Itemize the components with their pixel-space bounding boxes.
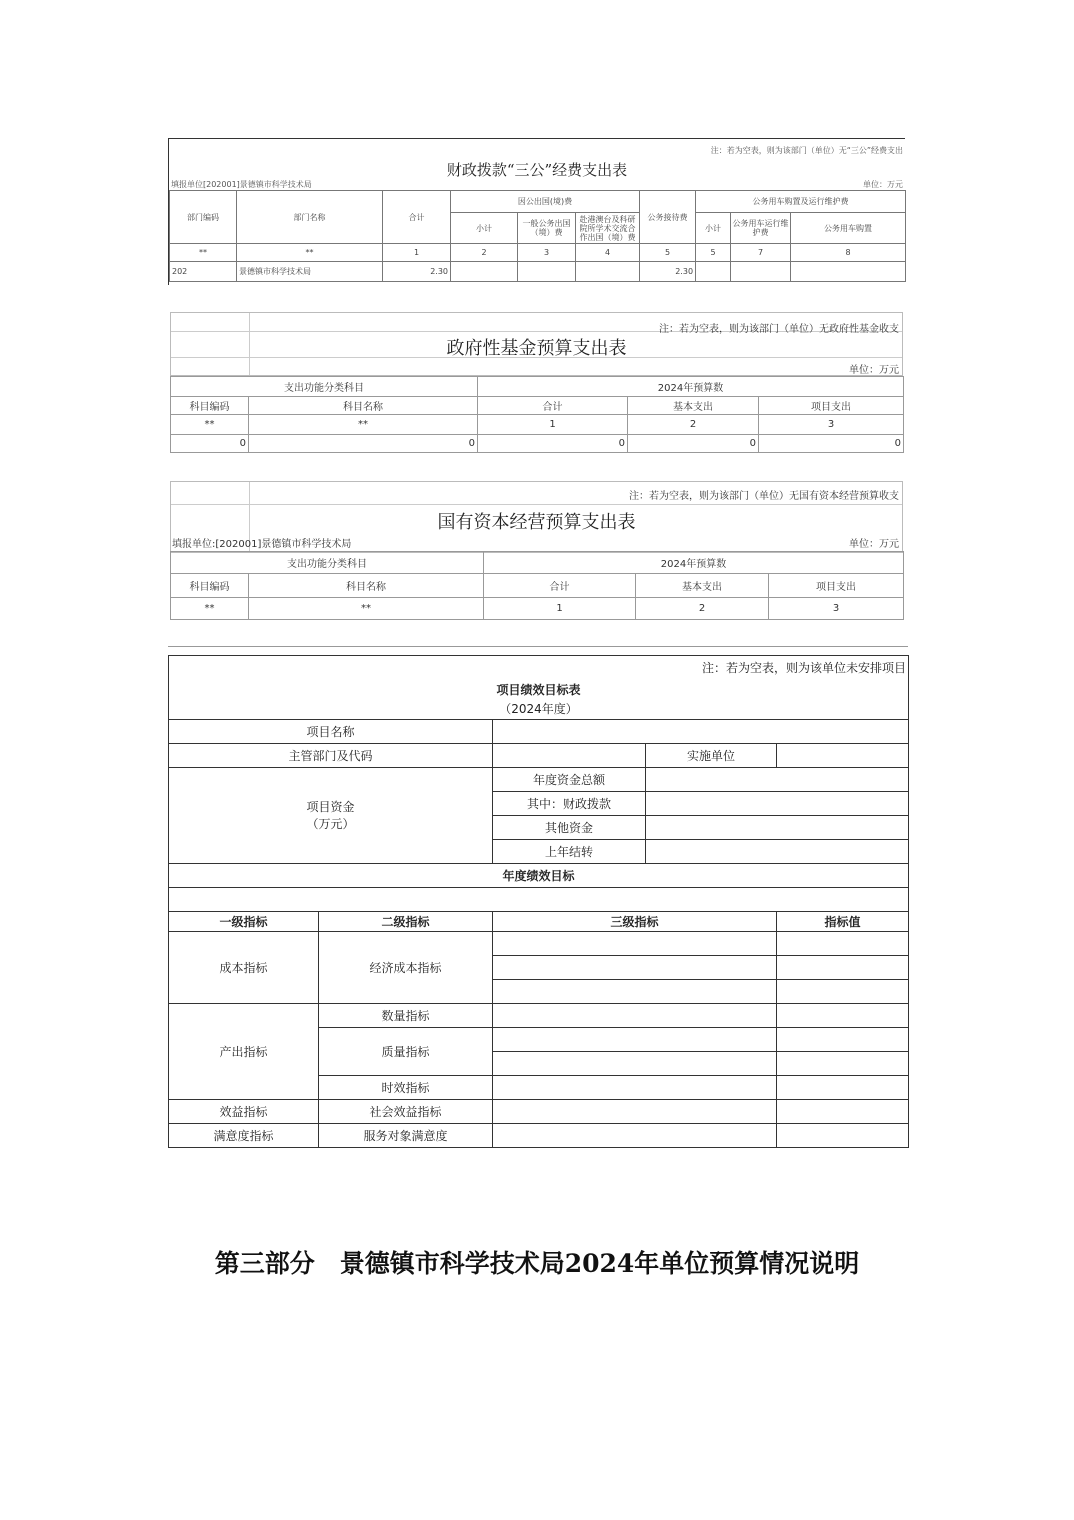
table1-title: 财政拨款“三公”经费支出表: [446, 161, 628, 179]
table3-grid: [170, 551, 904, 620]
data-cell: 0: [759, 435, 904, 453]
label-funds-other: 其他资金: [493, 815, 646, 839]
indicator-output-qty: 数量指标: [319, 1003, 493, 1027]
th-subject-name: 科目名称: [249, 574, 484, 598]
data-cell: [791, 262, 906, 282]
table-row: [171, 435, 904, 453]
value-cell: [777, 1051, 909, 1075]
value-cell: [777, 1123, 909, 1147]
data-cell: [731, 262, 791, 282]
indicator-output-quality: 质量指标: [319, 1027, 493, 1075]
index-cell: **: [171, 598, 249, 620]
th-vehicle-buy: 公务用车购置: [791, 213, 906, 244]
data-cell: 0: [628, 435, 759, 453]
indicator-output-time: 时效指标: [319, 1075, 493, 1099]
indicator-output: 产出指标: [169, 1003, 319, 1099]
th-total: 合计: [383, 191, 451, 244]
th-abroad: 因公出国(境)费: [451, 191, 640, 213]
table4-subtitle: （2024年度）: [169, 699, 909, 719]
value-cell: [777, 1075, 909, 1099]
state-capital-budget-table: [170, 481, 903, 621]
label-funds-carry: 上年结转: [493, 839, 646, 863]
table1-grid: [169, 190, 906, 282]
table3-note: 注：若为空表，则为该部门（单位）无国有资本经营预算收支: [629, 491, 899, 502]
section-heading: 第三部分 景德镇市科学技术局2024年单位预算情况说明: [214, 1249, 860, 1278]
level3-cell: [493, 1123, 777, 1147]
label-project-funds: [169, 767, 493, 863]
table3-title: 国有资本经营预算支出表: [437, 512, 636, 533]
index-cell: **: [237, 244, 383, 262]
index-cell: 7: [731, 244, 791, 262]
value-funds-total: [646, 767, 909, 791]
data-cell: [696, 262, 731, 282]
table2-note: 注：若为空表，则为该部门（单位）无政府性基金收支: [659, 324, 899, 335]
value-annual-goal: [169, 887, 909, 911]
index-cell: 1: [478, 415, 628, 435]
table1-note: 注：若为空表，则为该部门（单位）无“三公”经费支出: [710, 146, 903, 155]
table1-filing-unit: 填报单位[202001]景德镇市科学技术局: [171, 180, 312, 189]
level3-cell: [493, 1003, 777, 1027]
indicator-satisfaction-service: 服务对象满意度: [319, 1123, 493, 1147]
level3-cell: [493, 931, 777, 955]
table4-grid: [168, 655, 909, 1148]
value-project-name: [493, 719, 909, 743]
data-cell-name: 景德镇市科学技术局: [237, 262, 383, 282]
label-funds-fiscal: 其中：财政拨款: [493, 791, 646, 815]
th-vehicle-run: 公务用车运行维护费: [731, 213, 791, 244]
indicator-cost-econ: 经济成本指标: [319, 931, 493, 1003]
table1-unit: 单位：万元: [863, 180, 903, 189]
index-cell: 5: [696, 244, 731, 262]
index-cell: **: [249, 415, 478, 435]
th-func-subject: 支出功能分类科目: [171, 377, 478, 397]
level3-cell: [493, 1099, 777, 1123]
label-project-name: 项目名称: [169, 719, 493, 743]
th-reception: 公务接待费: [640, 191, 696, 244]
data-cell-total: 2.30: [383, 262, 451, 282]
th-total: 合计: [484, 574, 636, 598]
value-cell: [777, 1027, 909, 1051]
th-total: 合计: [478, 397, 628, 415]
project-performance-table: [168, 646, 908, 1152]
value-cell: [777, 1003, 909, 1027]
th-budget-year: 2024年预算数: [484, 552, 904, 574]
index-cell: 4: [576, 244, 640, 262]
index-cell: **: [249, 598, 484, 620]
th-vehicle: 公务用车购置及运行维护费: [696, 191, 906, 213]
th-project: 项目支出: [769, 574, 904, 598]
value-cell: [777, 955, 909, 979]
table2-grid: [170, 376, 904, 453]
th-dept-name: 部门名称: [237, 191, 383, 244]
data-cell: 0: [171, 435, 249, 453]
th-func-subject: 支出功能分类科目: [171, 552, 484, 574]
index-cell: 3: [769, 598, 904, 620]
value-dept-code: [493, 743, 646, 767]
index-cell: 1: [484, 598, 636, 620]
level3-cell: [493, 979, 777, 1003]
gov-fund-budget-table: [170, 312, 903, 456]
value-cell: [777, 931, 909, 955]
label-annual-goal: 年度绩效目标: [169, 863, 909, 887]
indicator-cost: 成本指标: [169, 931, 319, 1003]
th-vehicle-sub: 小计: [696, 213, 731, 244]
funds-label: 项目资金: [306, 800, 355, 814]
value-cell: [777, 1099, 909, 1123]
label-funds-total: 年度资金总额: [493, 767, 646, 791]
table4-note: 注：若为空表，则为该单位未安排项目: [169, 655, 909, 679]
th-subject-name: 科目名称: [249, 397, 478, 415]
data-cell: [518, 262, 576, 282]
table3-unit: 单位：万元: [849, 539, 899, 550]
th-subject-code: 科目编码: [171, 574, 249, 598]
index-cell: 2: [636, 598, 769, 620]
value-funds-fiscal: [646, 791, 909, 815]
table-row: [171, 415, 904, 435]
th-dept-code: 部门编码: [170, 191, 237, 244]
index-cell: **: [171, 415, 249, 435]
table-row: [171, 598, 904, 620]
three-public-expenses-table: [168, 138, 905, 285]
th-subject-code: 科目编码: [171, 397, 249, 415]
index-cell: 2: [451, 244, 518, 262]
level3-cell: [493, 1027, 777, 1051]
level3-cell: [493, 1075, 777, 1099]
table2-unit: 单位：万元: [849, 365, 899, 376]
th-budget-year: 2024年预算数: [478, 377, 904, 397]
value-impl-unit: [777, 743, 909, 767]
level3-cell: [493, 955, 777, 979]
data-cell: [576, 262, 640, 282]
label-dept-code: 主管部门及代码: [169, 743, 493, 767]
table3-filing-unit: 填报单位:[202001]景德镇市科学技术局: [172, 539, 352, 550]
index-cell: 3: [759, 415, 904, 435]
label-impl-unit: 实施单位: [646, 743, 777, 767]
th-level1: 一级指标: [169, 911, 319, 931]
index-cell: 5: [640, 244, 696, 262]
level3-cell: [493, 1051, 777, 1075]
th-level2: 二级指标: [319, 911, 493, 931]
index-cell: 8: [791, 244, 906, 262]
th-abroad-sub: 小计: [451, 213, 518, 244]
value-cell: [777, 979, 909, 1003]
th-indicator-value: 指标值: [777, 911, 909, 931]
table-row: [170, 262, 906, 282]
th-project: 项目支出: [759, 397, 904, 415]
th-abroad-general: 一般公务出国（境）费: [518, 213, 576, 244]
index-cell: 2: [628, 415, 759, 435]
data-cell: 0: [249, 435, 478, 453]
table2-title: 政府性基金预算支出表: [446, 338, 627, 359]
data-cell: 0: [478, 435, 628, 453]
indicator-benefit-social: 社会效益指标: [319, 1099, 493, 1123]
th-abroad-hk: 赴港澳台及科研院所学术交流合作出国（境）费: [576, 213, 640, 244]
indicator-satisfaction: 满意度指标: [169, 1123, 319, 1147]
value-funds-carry: [646, 839, 909, 863]
data-cell-code: 202: [170, 262, 237, 282]
index-cell: **: [170, 244, 237, 262]
index-cell: 3: [518, 244, 576, 262]
table-row: [170, 244, 906, 262]
funds-unit: （万元）: [306, 817, 355, 831]
th-level3: 三级指标: [493, 911, 777, 931]
value-funds-other: [646, 815, 909, 839]
th-basic: 基本支出: [628, 397, 759, 415]
index-cell: 1: [383, 244, 451, 262]
table4-title: 项目绩效目标表: [169, 679, 909, 699]
data-cell: [451, 262, 518, 282]
data-cell-reception: 2.30: [640, 262, 696, 282]
th-basic: 基本支出: [636, 574, 769, 598]
indicator-benefit: 效益指标: [169, 1099, 319, 1123]
